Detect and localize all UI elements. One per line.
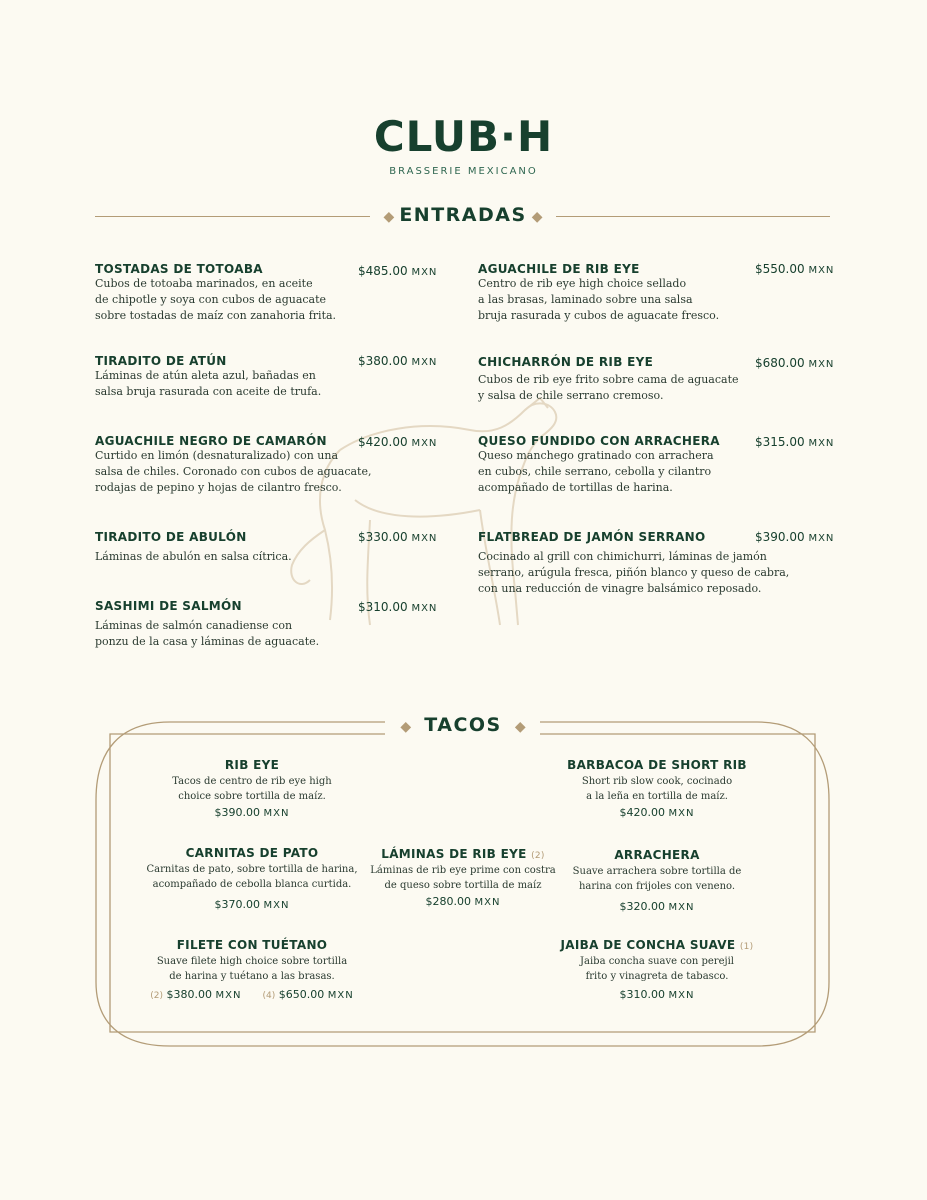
item-name: TOSTADAS DE TOTOABA <box>95 262 263 276</box>
tacos-title: TACOS <box>424 714 502 736</box>
item-price: $680.00 MXN <box>755 356 835 370</box>
item-name: BARBACOA DE SHORT RIB <box>567 758 747 772</box>
item-description: Queso manchego gratinado con arrachera en cubos, chile serrano, cebolla y cilantro acompañado de tortillas de harina. <box>478 449 714 494</box>
item-name: FILETE CON TUÉTANO <box>176 938 328 952</box>
entradas-header <box>375 204 551 226</box>
brand-logo: CLUB·H <box>373 112 554 161</box>
item-description: Láminas de rib eye prime con costra de queso sobre tortilla de maíz <box>370 865 556 891</box>
item-description: Suave filete high choice sobre tortilla de harina y tuétano a las brasas. <box>156 956 348 982</box>
item-price: $370.00 MXN <box>214 898 290 911</box>
diamond-icon: ◆ <box>400 719 412 735</box>
diamond-icon: ◆ <box>514 719 526 735</box>
item-price: (2) $380.00 MXN (4) $650.00 MXN <box>150 988 354 1001</box>
item-description: Short rib slow cook, cocinado a la leña en tortilla de maíz. <box>581 776 733 802</box>
item-name: AGUACHILE NEGRO DE CAMARÓN <box>95 434 327 448</box>
entradas-rule-right <box>556 216 830 217</box>
item-description: Láminas de abulón en salsa cítrica. <box>95 550 292 563</box>
taco-item <box>122 938 382 1001</box>
item-description: Cubos de rib eye frito sobre cama de aguacate y salsa de chile serrano cremoso. <box>478 373 739 402</box>
menu-item <box>95 599 319 650</box>
menu-item <box>478 434 720 496</box>
taco-item <box>537 848 777 913</box>
item-description: Cocinado al grill con chimichurri, láminas de jamón serrano, arúgula fresca, piñón blanco y queso de cabra, con una reducción de vinagre balsámico reposado. <box>478 550 790 595</box>
item-description: Centro de rib eye high choice sellado a las brasas, laminado sobre una salsa bruja rasurada y cubos de aguacate fresco. <box>478 277 720 322</box>
item-name: TIRADITO DE ABULÓN <box>95 530 247 544</box>
item-description: Jaiba concha suave con perejil frito y vinagreta de tabasco. <box>580 956 734 982</box>
item-price: $280.00 MXN <box>425 895 501 908</box>
item-description: Curtido en limón (desnaturalizado) con una salsa de chiles. Coronado con cubos de aguacate, rodajas de pepino y hojas de cilantro fresco. <box>95 449 372 494</box>
item-description: Carnitas de pato, sobre tortilla de harina, acompañado de cebolla blanca curtida. <box>146 864 358 890</box>
item-price: $390.00 MXN <box>755 530 835 544</box>
diamond-icon: ◆ <box>383 209 395 225</box>
menu-item <box>478 262 719 324</box>
item-name: JAIBA DE CONCHA SUAVE (1) <box>560 938 754 952</box>
diamond-icon: ◆ <box>531 209 543 225</box>
item-price: $390.00 MXN <box>214 806 290 819</box>
taco-item <box>537 938 777 1001</box>
entradas-rule-left <box>95 216 370 217</box>
item-price: $320.00 MXN <box>619 900 695 913</box>
item-price: $550.00 MXN <box>755 262 835 276</box>
item-name: CARNITAS DE PATO <box>185 846 319 860</box>
tacos-header <box>388 714 538 736</box>
item-name: LÁMINAS DE RIB EYE (2) <box>381 847 545 861</box>
entradas-title: ENTRADAS <box>399 204 527 226</box>
menu-item <box>478 355 739 404</box>
item-name: FLATBREAD DE JAMÓN SERRANO <box>478 530 706 544</box>
item-description: Suave arrachera sobre tortilla de harina con frijoles con veneno. <box>572 866 742 892</box>
item-price: $330.00 MXN <box>358 530 438 544</box>
menu-item <box>95 530 292 565</box>
taco-item <box>122 758 382 819</box>
item-price: $420.00 MXN <box>358 435 438 449</box>
item-name: SASHIMI DE SALMÓN <box>95 599 242 613</box>
item-price: $310.00 MXN <box>358 600 438 614</box>
item-name: TIRADITO DE ATÚN <box>95 354 227 368</box>
item-price: $420.00 MXN <box>619 806 695 819</box>
item-price: $485.00 MXN <box>358 264 438 278</box>
brand-tagline: BRASSERIE MEXICANO <box>389 166 538 177</box>
item-name: QUESO FUNDIDO CON ARRACHERA <box>478 434 720 448</box>
item-price: $315.00 MXN <box>755 435 835 449</box>
taco-item <box>537 758 777 819</box>
menu-item <box>95 434 371 496</box>
menu-item <box>95 354 321 400</box>
item-price: $310.00 MXN <box>619 988 695 1001</box>
item-description: Láminas de salmón canadiense con ponzu de la casa y láminas de aguacate. <box>95 619 320 648</box>
item-description: Cubos de totoaba marinados, en aceite de chipotle y soya con cubos de aguacate sobre tostadas de maíz con zanahoria frita. <box>95 277 337 322</box>
menu-item <box>478 530 789 597</box>
item-price: $380.00 MXN <box>358 354 438 368</box>
item-name: ARRACHERA <box>614 848 700 862</box>
menu-item <box>95 262 336 324</box>
item-description: Láminas de atún aleta azul, bañadas en salsa bruja rasurada con aceite de trufa. <box>95 369 322 398</box>
item-name: RIB EYE <box>224 758 280 772</box>
item-name: CHICHARRÓN DE RIB EYE <box>478 355 654 369</box>
taco-item <box>122 846 382 911</box>
item-name: AGUACHILE DE RIB EYE <box>478 262 640 276</box>
item-description: Tacos de centro de rib eye high choice sobre tortilla de maíz. <box>172 776 332 802</box>
